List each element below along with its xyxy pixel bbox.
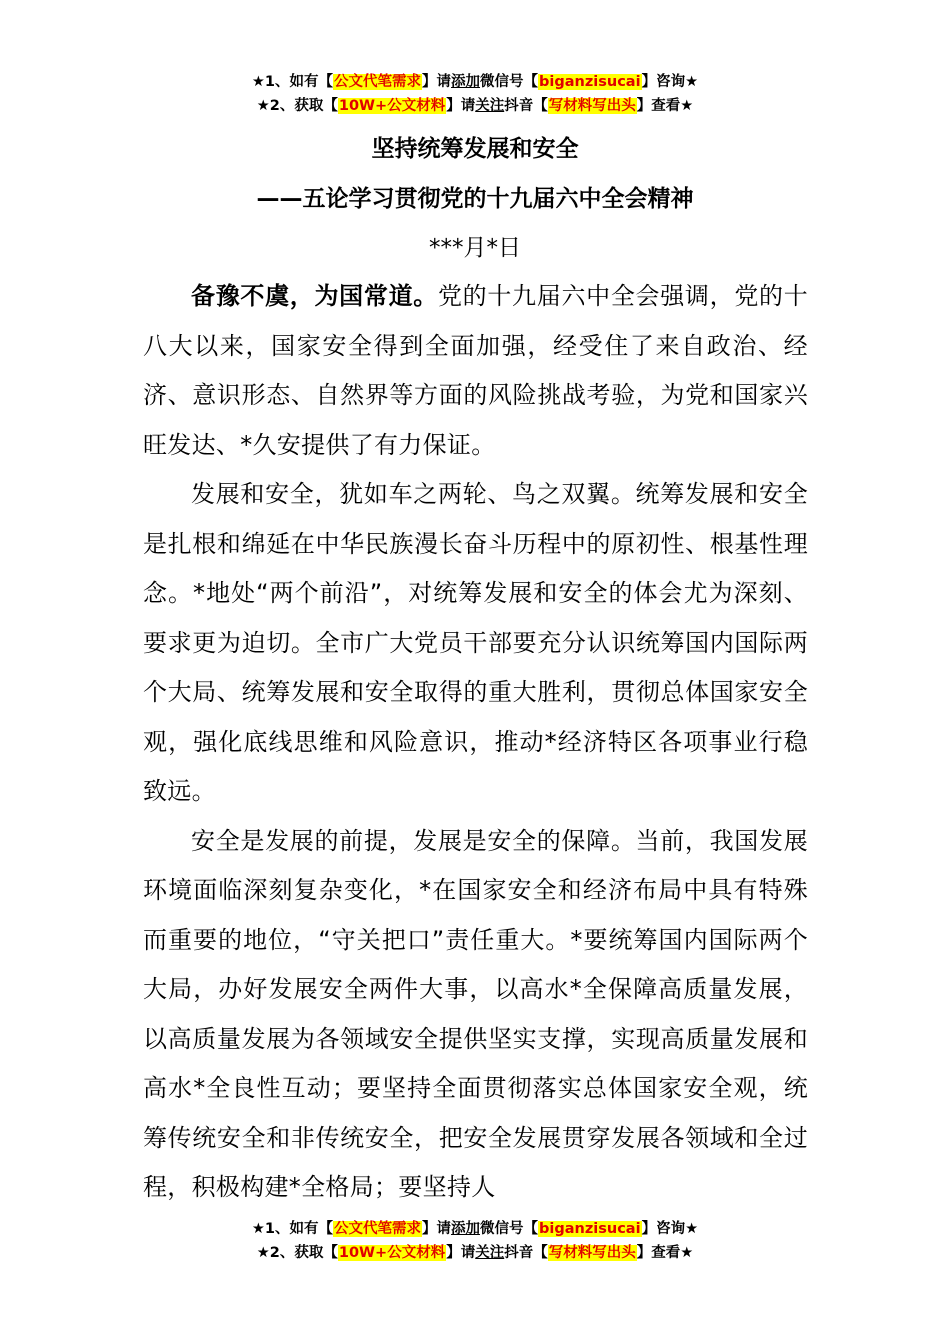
- document-date: ***月*日: [429, 235, 521, 261]
- document-title: 坚持统筹发展和安全: [371, 136, 579, 162]
- paragraph-2: [143, 470, 808, 817]
- paragraph-text: 安全是发展的前提，发展是安全的保障。当前，我国发展环境面临深刻复杂变化，*在国家安全和经济布局中具有特殊而重要的地位，“守关把口”责任重大。*要统筹国内国际两个大局，办好发展安全两件大事，以高水*全保障高质量发展，以高质量发展为各领域安全提供坚实支撑，实现高质量发展和高水*全良性互动；要坚持全面贯彻落实总体国家安全观，统筹传统安全和非传统安全，把安全发展贯穿发展各领域和全过程，积极构建*全格局；要坚持人: [143, 826, 808, 1201]
- paragraph-text: 发展和安全，犹如车之两轮、鸟之双翼。统筹发展和安全是扎根和绵延在中华民族漫长奋斗历程中的原初性、根基性理念。*地处“两个前沿”，对统筹发展和安全的体会尤为深刻、要求更为迫切。全市广大党员干部要充分认识统筹国内国际两个大局、统筹发展和安全取得的重大胜利，贯彻总体国家安全观，强化底线思维和风险意识，推动*经济特区各项事业行稳致远。: [143, 480, 808, 805]
- paragraph-lead: 备豫不虞，为国常道。: [191, 282, 438, 310]
- promo-banner-top: [0, 70, 950, 118]
- promo-line-1: ★1、如有【公文代笔需求】请添加微信号【biganzisucai】咨询★: [251, 74, 699, 90]
- promo-highlight: 写材料写出头: [548, 1245, 636, 1261]
- paragraph-3: [143, 817, 808, 1213]
- promo-highlight: 公文代笔需求: [334, 1221, 422, 1237]
- document-body: [143, 272, 808, 1213]
- promo-line-2: ★2、获取【10W+公文材料】请关注抖音【写材料写出头】查看★: [256, 98, 694, 114]
- promo-highlight: 写材料写出头: [548, 98, 636, 114]
- promo-banner-bottom: [0, 1217, 950, 1265]
- promo-line-1: ★1、如有【公文代笔需求】请添加微信号【biganzisucai】咨询★: [251, 1221, 699, 1237]
- promo-highlight: 10W+公文材料: [338, 98, 446, 114]
- paragraph-text: 党的十九届六中全会强调，党的十八大以来，国家安全得到全面加强，经受住了来自政治、经济、意识形态、自然界等方面的风险挑战考验，为党和国家兴旺发达、*久安提供了有力保证。: [143, 282, 809, 459]
- promo-highlight: 公文代笔需求: [334, 74, 422, 90]
- promo-line-2: ★2、获取【10W+公文材料】请关注抖音【写材料写出头】查看★: [256, 1245, 694, 1261]
- promo-highlight: 10W+公文材料: [338, 1245, 446, 1261]
- promo-highlight: biganzisucai: [539, 1221, 641, 1237]
- paragraph-1: [143, 272, 808, 470]
- document-subtitle: ——五论学习贯彻党的十九届六中全会精神: [256, 186, 694, 212]
- promo-highlight: biganzisucai: [539, 74, 641, 90]
